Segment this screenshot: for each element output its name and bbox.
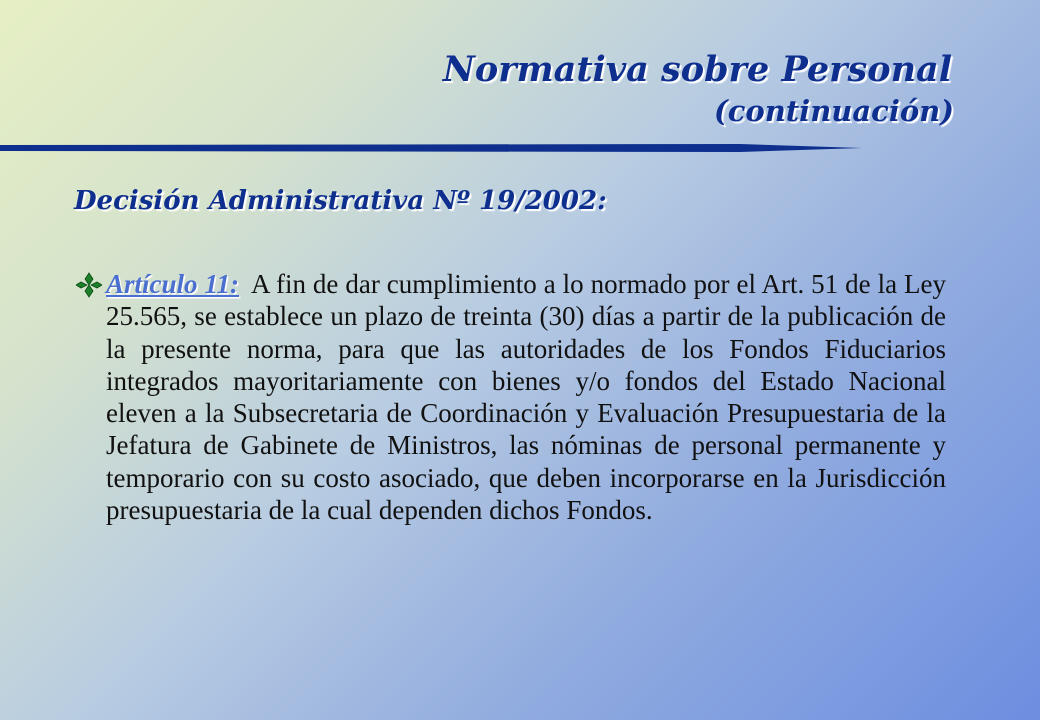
title-block <box>443 48 952 130</box>
article-text: A fin de dar cumplimiento a lo normado por el Art. 51 de la Ley 25.565, se establece un plazo de treinta (30) días a partir de la publicación de la presente norma, para que las autoridades de los Fondos Fiduciarios integrados mayoritariamente con bienes y/o fondos del Estado Nacional eleven a la Subsecretaria de Coordinación y Evaluación Presupuestaria de la Jefatura de Gabinete de Ministros, las nóminas de personal permanente y temporario con su costo asociado, que deben incorporarse en la Jurisdicción presupuestaria de la cual dependen dichos Fondos. <box>106 269 946 526</box>
title-divider <box>0 144 862 152</box>
article-paragraph <box>106 268 946 526</box>
article-label: Artículo 11: <box>106 269 239 299</box>
slide-subtitle: (continuación) <box>713 94 954 128</box>
diamond-bullet-icon <box>76 270 102 300</box>
slide-title: Normativa sobre Personal <box>442 49 952 90</box>
section-heading: Decisión Administrativa Nº 19/2002: <box>74 186 607 216</box>
